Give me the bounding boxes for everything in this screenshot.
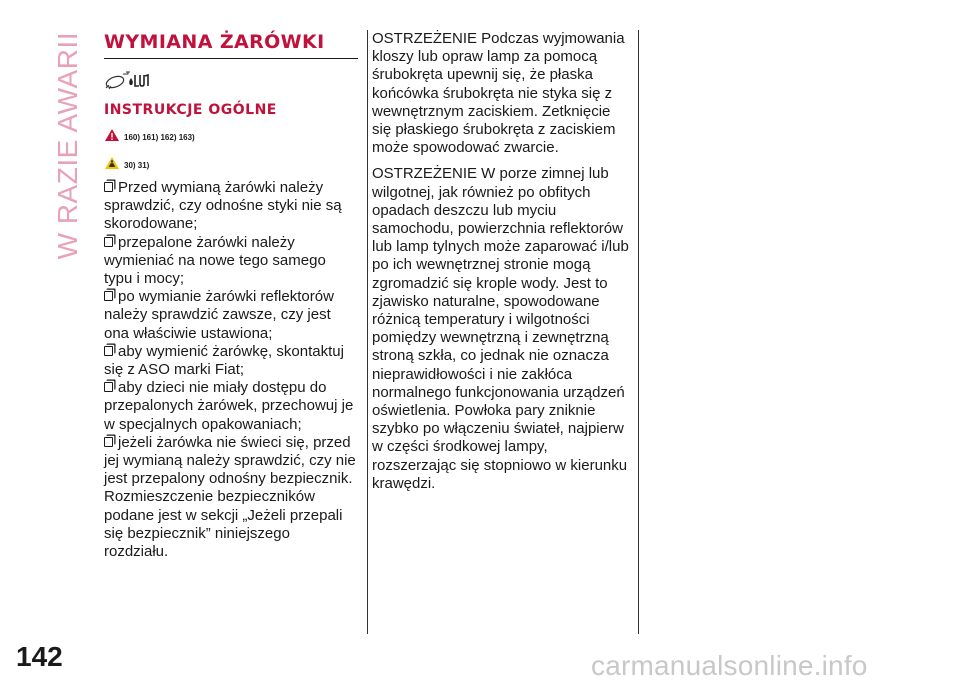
section-title: WYMIANA ŻARÓWKI [104, 30, 358, 59]
warning-paragraph: OSTRZEŻENIE Podczas wyjmowania kloszy lub opraw lamp za pomocą śrubokręta upewnij się, że płaska końcówka śrubokręta nie styka się z wewnętrznym zaciskiem. Zetknięcie się płaskiego śrubokręta z zaciskiem może spowodować zwarcie. [372, 30, 625, 157]
warning-references: 160) 161) 162) 163) [124, 132, 195, 142]
page-number: 142 [16, 641, 63, 672]
list-item [104, 379, 358, 434]
right-column [372, 30, 630, 501]
caution-references: 30) 31) [124, 160, 150, 170]
list-item-text: po wymianie żarówki reflektorów należy sprawdzić zawsze, czy jest ona właściwie ustawiona; [104, 288, 334, 342]
bullet-box-icon [104, 237, 113, 247]
list-item-text: przepalone żarówki należy wymieniać na nowe tego samego typu i mocy; [104, 233, 326, 288]
bullet-box-icon [104, 291, 113, 301]
bulb-replacement-icon [104, 70, 150, 95]
warning-triangle-icon [104, 128, 120, 147]
warning-paragraph: OSTRZEŻENIE W porze zimnej lub wilgotnej, jak również po obfitych opadach deszczu lub myciu samochodu, powierzchnia reflektorów lub lamp tylnych może zaparować i/lub po ich wewnętrznej stronie mogą zgromadzić się krople wody. Jest to zjawisko naturalne, spowodowane różnicą temperatury i wilgotności pomiędzy wewnętrzną i zewnętrzną stroną szkła, co jednak nie oznacza nieprawidłowości i nie zakłóca normalnego funkcjonowania urządzeń oświetlenia. Powłoka pary zniknie szybko po włączeniu świateł, najpierw w części środkowej lampy, rozszerzając się stopniowo w kierunku krawędzi. [372, 165, 629, 492]
list-item-text: Przed wymianą żarówki należy sprawdzić, czy odnośne styki nie są skorodowane; [104, 179, 342, 233]
list-item [104, 234, 358, 289]
bullet-box-icon [104, 346, 113, 356]
bullet-box-icon [104, 382, 113, 392]
list-item [104, 434, 358, 561]
list-item-text: jeżeli żarówka nie świeci się, przed jej wymianą należy sprawdzić, czy nie jest przepalony odnośny bezpiecznik. Rozmieszczenie bezpieczników podane jest w sekcji „Jeżeli przepali się bezpiecznik” niniejszego rozdziału. [104, 433, 356, 561]
subsection-title: INSTRUKCJE OGÓLNE [104, 102, 277, 118]
bulb-icon-row [104, 71, 358, 93]
list-item-text: aby dzieci nie miały dostępu do przepalonych żarówek, przechowuj je w specjalnych opakowaniach; [104, 379, 354, 433]
column-divider [367, 30, 368, 634]
chapter-side-title: W RAZIE AWARII [52, 32, 83, 260]
list-item [104, 288, 358, 343]
list-item-text: aby wymienić żarówkę, skontaktuj się z ASO marki Fiat; [104, 342, 344, 379]
footer-watermark: carmanualsonline.info [591, 650, 868, 681]
warning-refs-row [104, 129, 358, 145]
bullet-box-icon [104, 182, 113, 192]
caution-refs-row [104, 157, 358, 173]
column-divider [638, 30, 639, 634]
bullet-box-icon [104, 437, 113, 447]
list-item [104, 179, 358, 234]
list-item [104, 343, 358, 379]
caution-triangle-icon [104, 156, 120, 175]
left-column [104, 30, 358, 561]
instruction-list [104, 179, 358, 561]
